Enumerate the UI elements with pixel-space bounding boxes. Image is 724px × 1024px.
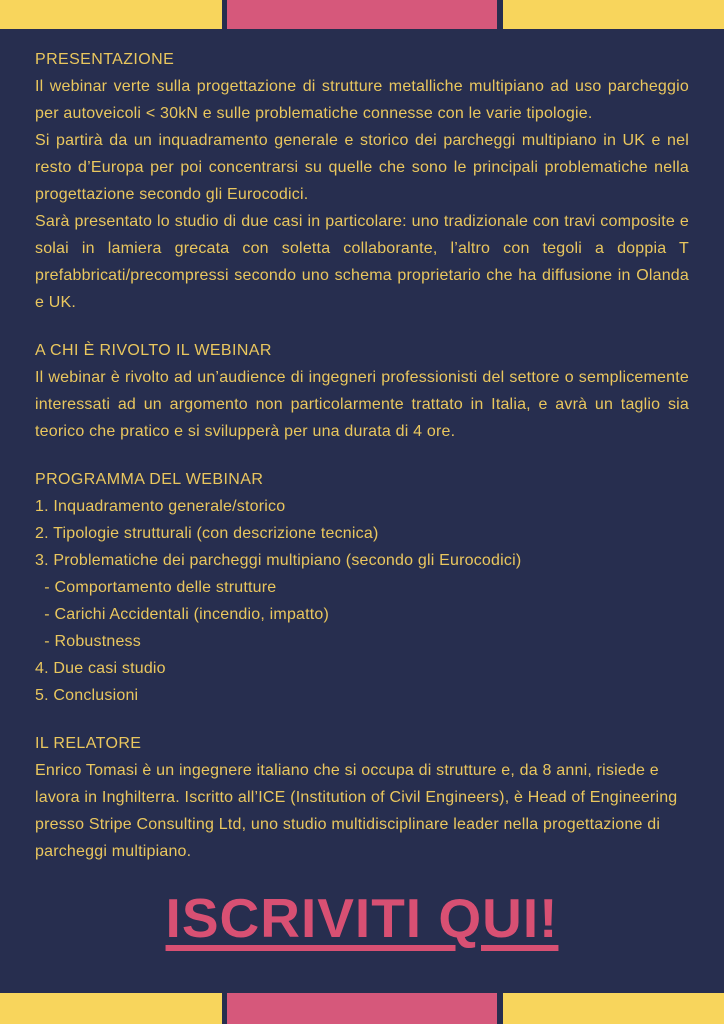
flyer-content xyxy=(35,46,689,865)
program-item-1: 1. Inquadramento generale/storico xyxy=(35,498,286,515)
bottom-band-yellow-left xyxy=(0,993,222,1024)
section-programma xyxy=(35,466,689,709)
section-presentazione xyxy=(35,46,689,316)
paragraph: Il webinar è rivolto ad un’audience di ingegneri professionisti del settore o semplicemente interessati ad un argomento non particolarmente trattato in Italia, e avrà un taglio sia teorico che pratico e si svilupperà per una durata di 4 ore. xyxy=(35,369,689,440)
cta-container xyxy=(0,886,724,950)
top-band-pink-center xyxy=(227,0,497,29)
top-band xyxy=(0,0,724,29)
program-subitem-robustness: - Robustness xyxy=(35,633,141,650)
section-heading-presentazione: PRESENTAZIONE xyxy=(35,51,175,68)
signup-link[interactable]: ISCRIVITI QUI! xyxy=(165,887,559,949)
program-subitem-carichi: - Carichi Accidentali (incendio, impatto) xyxy=(35,606,330,623)
paragraph: Si partirà da un inquadramento generale e storico dei parcheggi multipiano in UK e nel resto d’Europa per poi concentrarsi su quelle che sono le principali problematiche nella progettazione secondo gli Eurocodici. xyxy=(35,132,689,203)
bottom-band-yellow-right xyxy=(503,993,724,1024)
paragraph: Sarà presentato lo studio di due casi in particolare: uno tradizionale con travi composite e solai in lamiera grecata con soletta collaborante, l’altro con tegoli a doppia T prefabbricati/precompressi secondo uno schema proprietario che ha diffusione in Olanda e UK. xyxy=(35,213,689,311)
program-subitem-comportamento: - Comportamento delle strutture xyxy=(35,579,277,596)
paragraph: Enrico Tomasi è un ingegnere italiano che si occupa di strutture e, da 8 anni, risiede e lavora in Inghilterra. Iscritto all’ICE (Institution of Civil Engineers), è Head of Engineering presso Stripe Consulting Ltd, uno studio multidisciplinare leader nella progettazione di parcheggi multipiano. xyxy=(35,762,678,860)
section-heading-relatore: IL RELATORE xyxy=(35,735,142,752)
program-item-3: 3. Problematiche dei parcheggi multipiano (secondo gli Eurocodici) xyxy=(35,552,522,569)
top-band-yellow-left xyxy=(0,0,222,29)
bottom-band xyxy=(0,993,724,1024)
section-heading-a-chi-e-rivolto: A CHI È RIVOLTO IL WEBINAR xyxy=(35,342,272,359)
program-item-2: 2. Tipologie strutturali (con descrizione tecnica) xyxy=(35,525,379,542)
section-heading-programma: PROGRAMMA DEL WEBINAR xyxy=(35,471,264,488)
paragraph: Il webinar verte sulla progettazione di strutture metalliche multipiano ad uso parcheggio per autoveicoli < 30kN e sulle problematiche connesse con le varie tipologie. xyxy=(35,78,689,122)
top-band-yellow-right xyxy=(503,0,724,29)
program-item-4: 4. Due casi studio xyxy=(35,660,166,677)
section-a-chi-e-rivolto xyxy=(35,337,689,445)
section-relatore xyxy=(35,730,689,865)
program-item-5: 5. Conclusioni xyxy=(35,687,139,704)
bottom-band-pink-center xyxy=(227,993,497,1024)
